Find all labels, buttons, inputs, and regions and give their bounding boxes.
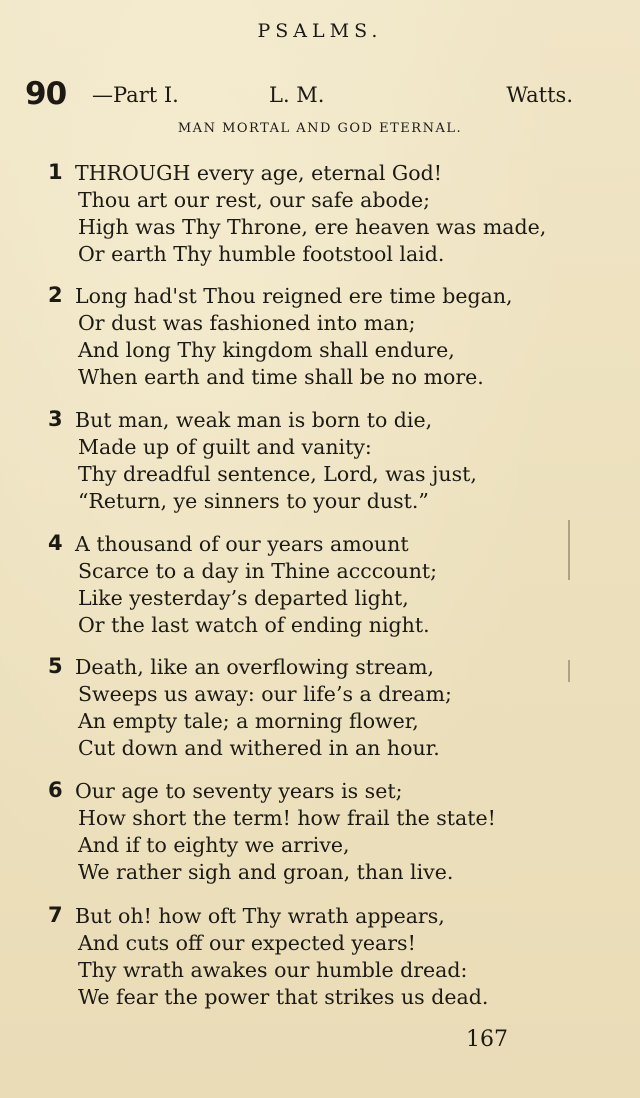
hymn-number: 90 [25,76,67,112]
stanza-line: But man, weak man is born to die, [75,408,433,432]
stanza-line: Death, like an overflowing stream, [75,655,435,679]
stanza-line: Our age to seventy years is set; [75,779,403,803]
stanza-number: 4 [48,531,63,555]
stanza-line: THROUGH every age, eternal God! [75,161,442,185]
stanza-line: Or the last watch of ending night. [78,613,430,637]
stanza-number: 5 [48,654,63,678]
stanza-line: Like yesterday’s departed light, [78,586,409,610]
stanza-line: Thy dreadful sentence, Lord, was just, [78,462,477,486]
stanza-6 [48,778,578,886]
stanza-line: We fear the power that strikes us dead. [78,985,489,1009]
stanza-7 [48,903,578,1011]
stanza-line: And if to eighty we arrive, [78,833,350,857]
hymn-subtitle: MAN MORTAL AND GOD ETERNAL. [177,121,463,136]
stanza-line: Thou art our rest, our safe abode; [78,188,430,212]
stanza-1 [48,160,578,268]
stanza-line: A thousand of our years amount [75,532,409,556]
stanza-3 [48,407,578,515]
page-number: 167 [466,1027,508,1052]
stanza-line: We rather sigh and groan, than live. [78,860,454,884]
stanza-line: Long had'st Thou reigned ere time began, [75,284,513,308]
stanza-line: Cut down and withered in an hour. [78,736,440,760]
hymn-header [25,76,573,116]
stanza-line: Made up of guilt and vanity: [78,435,372,459]
stanza-line: How short the term! how frail the state! [78,806,496,830]
hymn-author: Watts. [506,83,573,107]
stanza-line: High was Thy Throne, ere heaven was made, [78,215,547,239]
stanza-5 [48,654,578,762]
stanza-number: 1 [48,160,63,184]
stanza-number: 7 [48,903,63,927]
stanza-number: 2 [48,283,63,307]
stanza-4 [48,531,578,639]
stanza-line: Or dust was fashioned into man; [78,311,416,335]
page-edge-mark [568,520,570,580]
stanza-line: And cuts off our expected years! [78,931,416,955]
stanza-number: 3 [48,407,63,431]
hymn-part: —Part I. [92,83,179,107]
hymn-meter: L. M. [269,83,325,107]
stanza-line: When earth and time shall be no more. [78,365,484,389]
page-edge-mark [568,660,570,682]
stanza-line: “Return, ye sinners to your dust.” [78,489,429,513]
stanza-line: An empty tale; a morning flower, [78,709,419,733]
stanza-line: Scarce to a day in Thine acccount; [78,559,438,583]
stanza-line: Thy wrath awakes our humble dread: [78,958,468,982]
stanza-line: Sweeps us away: our life’s a dream; [78,682,452,706]
stanza-2 [48,283,578,391]
running-head: PSALMS. [257,20,383,42]
stanza-line: Or earth Thy humble footstool laid. [78,242,445,266]
stanza-number: 6 [48,778,63,802]
stanza-line: And long Thy kingdom shall endure, [78,338,455,362]
stanza-line: But oh! how oft Thy wrath appears, [75,904,445,928]
